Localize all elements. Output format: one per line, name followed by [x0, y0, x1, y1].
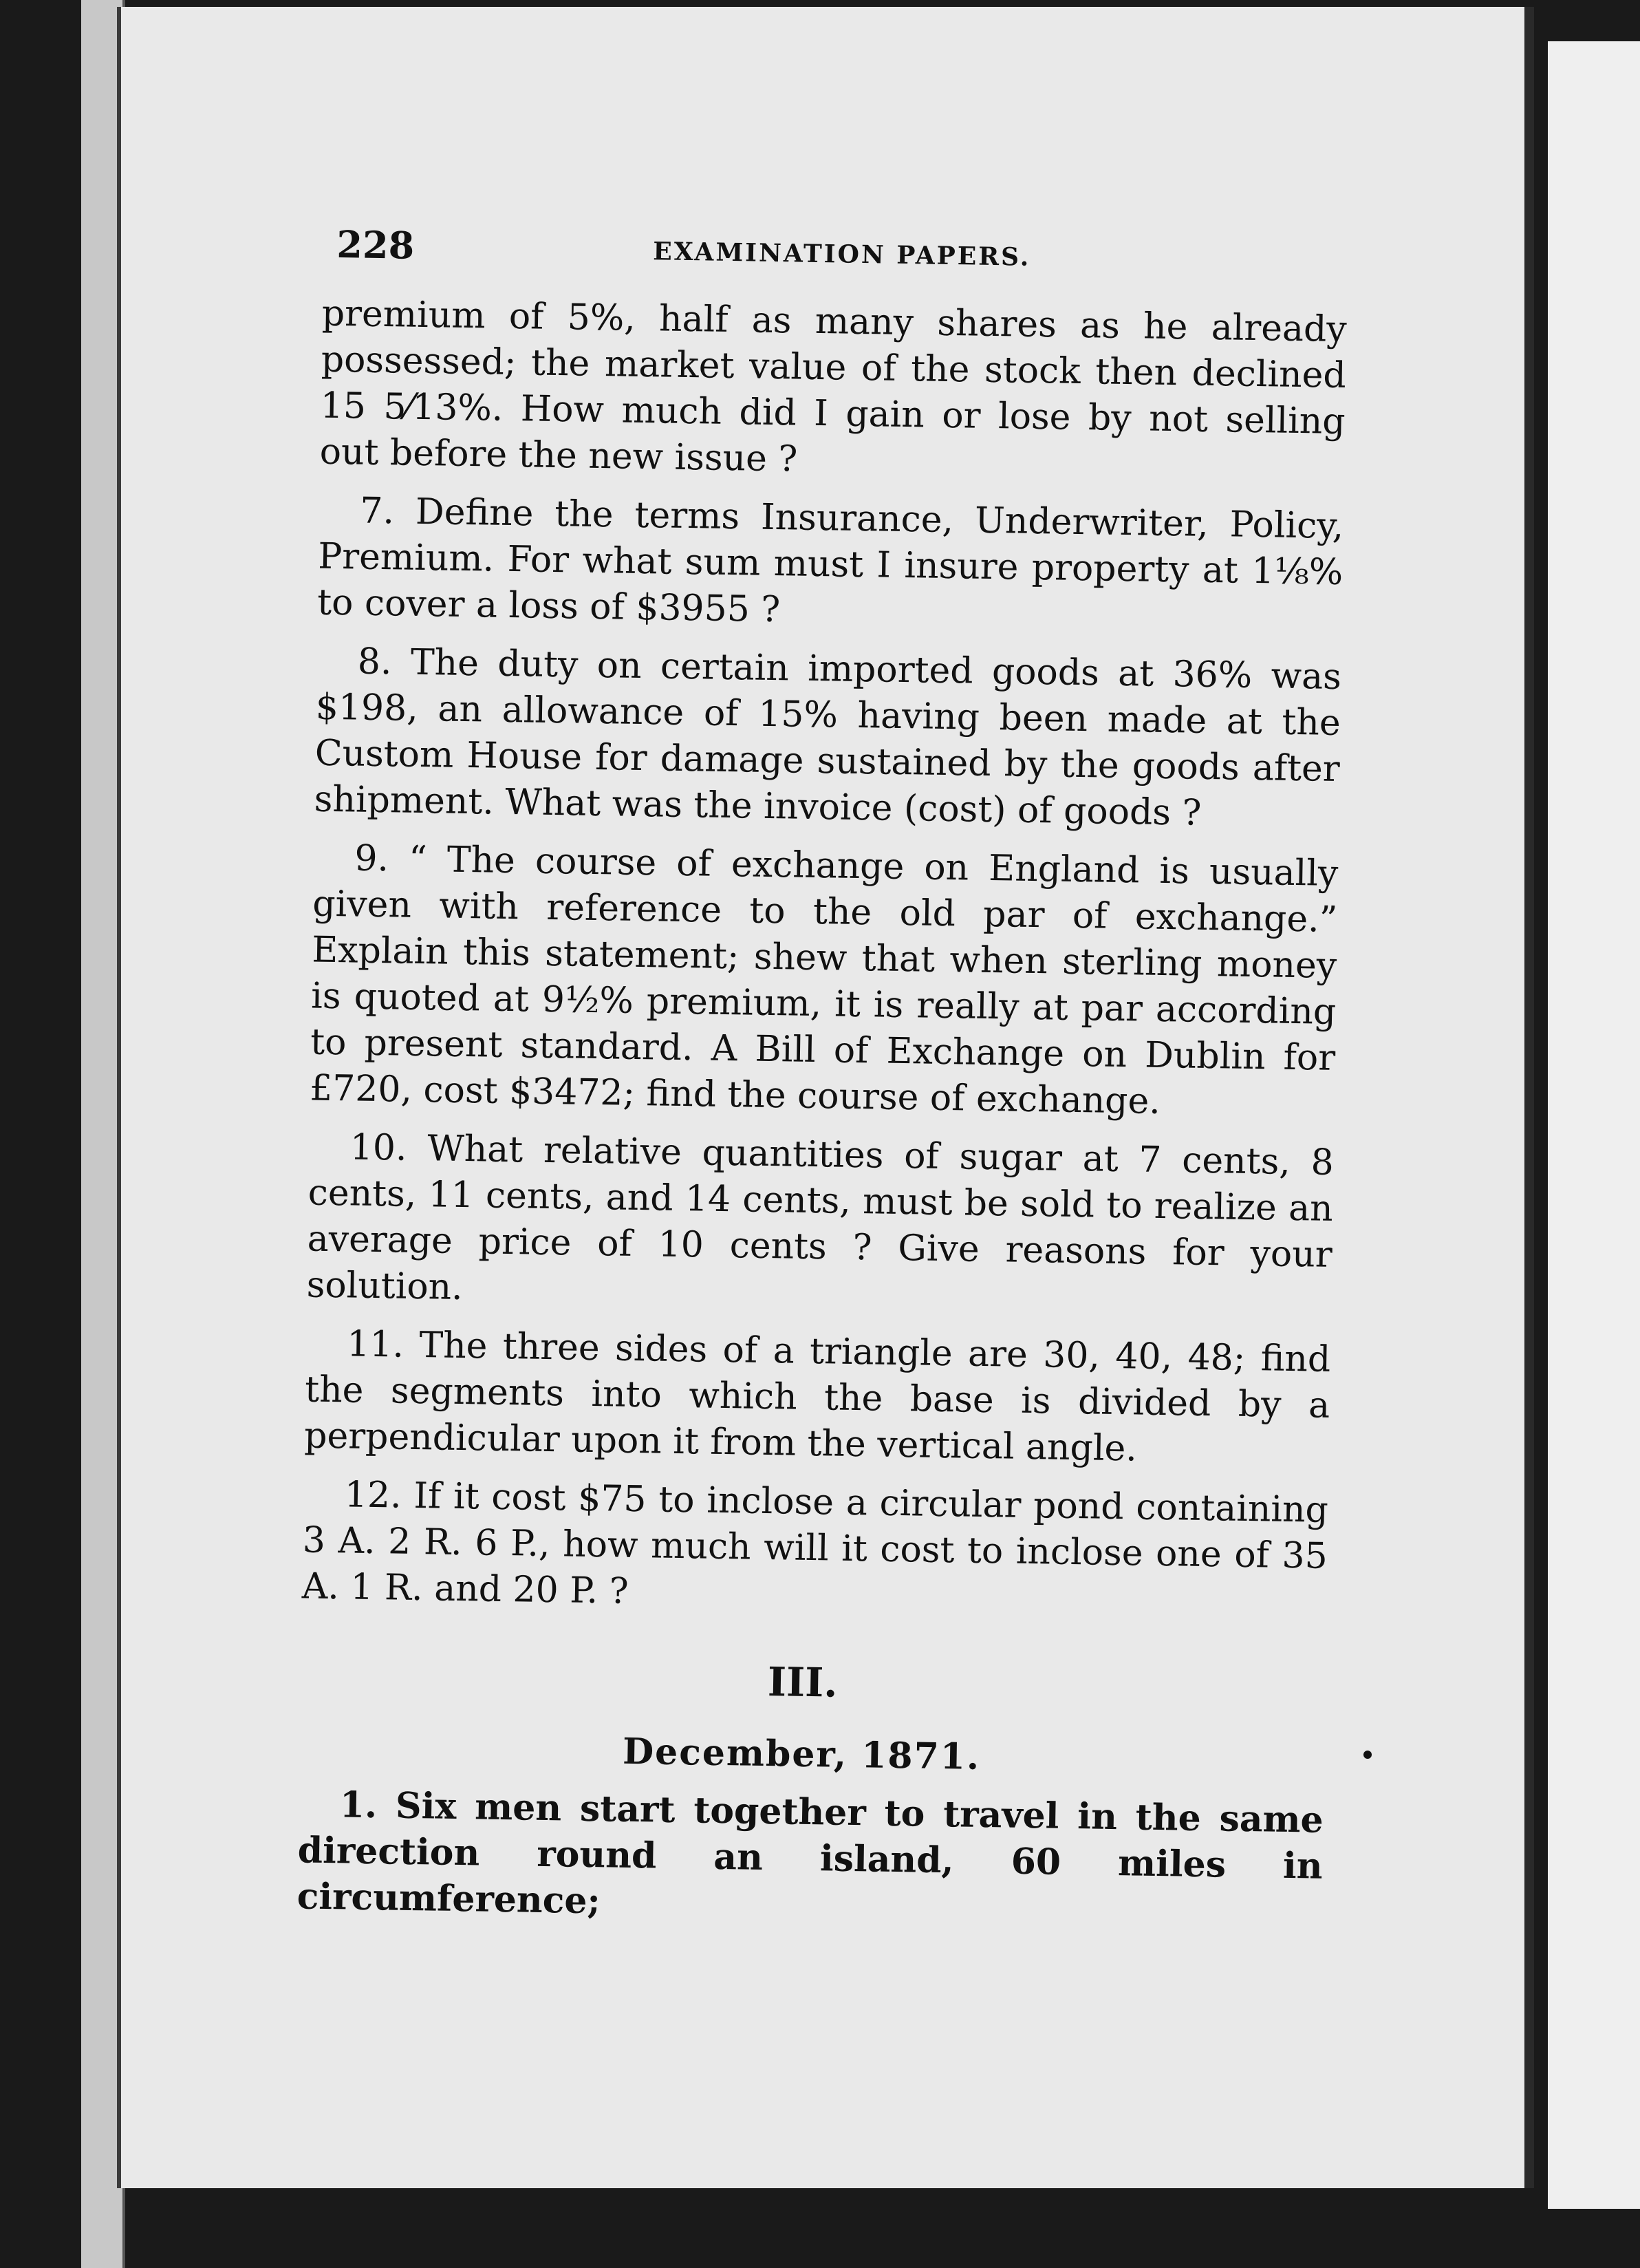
question-9: 9. “ The course of exchange on England is usually given with reference to the old par of exchange.” Explain this statement; shew that when sterling money is quoted at 9½% premium, it is really at par according to present standard. A Bill of Exchange on Dublin for £720, cost $3472; find the course of exchange. [309, 837, 1339, 1122]
page-number: 228 [336, 222, 415, 268]
running-head: EXAMINATION PAPERS. [653, 237, 1031, 272]
question-10: 10. What relative quantities of sugar at 7 cents, 8 cents, 11 cents, and 14 cents, must be sold to realize an average price of 10 cents ? Give reasons for your solution. [306, 1126, 1335, 1309]
question-12: 12. If it cost $75 to inclose a circular pond containing 3 A. 2 R. 6 P., how much will it cost to inclose one of 35 A. 1 R. and 20 P. ? [301, 1474, 1329, 1612]
question-8: 8. The duty on certain imported goods at 36% was $198, an allowance of 15% having been made at the Custom House for damage sustained by the goods after shipment. What was the invoice (cost) of goods ? [314, 641, 1342, 834]
question-11: 11. The three sides of a triangle are 30, 40, 48; find the segments into which the base is divided by a perpendicular upon it from the vertical angle. [303, 1323, 1331, 1470]
ink-speck [1363, 1751, 1372, 1759]
question-6-continued: premium of 5%, half as many shares as he already possessed; the market value of the stock then declined 15 5⁄13%. How much did I gain or lose by not selling out before the new issue ? [319, 292, 1348, 480]
section-3-question-1: 1. Six men start together to travel in the same direction round an island, 60 miles in circumference; [296, 1784, 1324, 1923]
facing-page-edge [1548, 41, 1640, 2209]
section-date: December, 1871. [622, 1730, 981, 1778]
page-content [180, 220, 1348, 1948]
question-7: 7. Define the terms Insurance, Underwriter, Policy, Premium. For what sum must I insure property at 1⅛% to cover a loss of $3955 ? [316, 490, 1344, 631]
section-numeral: III. [767, 1658, 839, 1707]
